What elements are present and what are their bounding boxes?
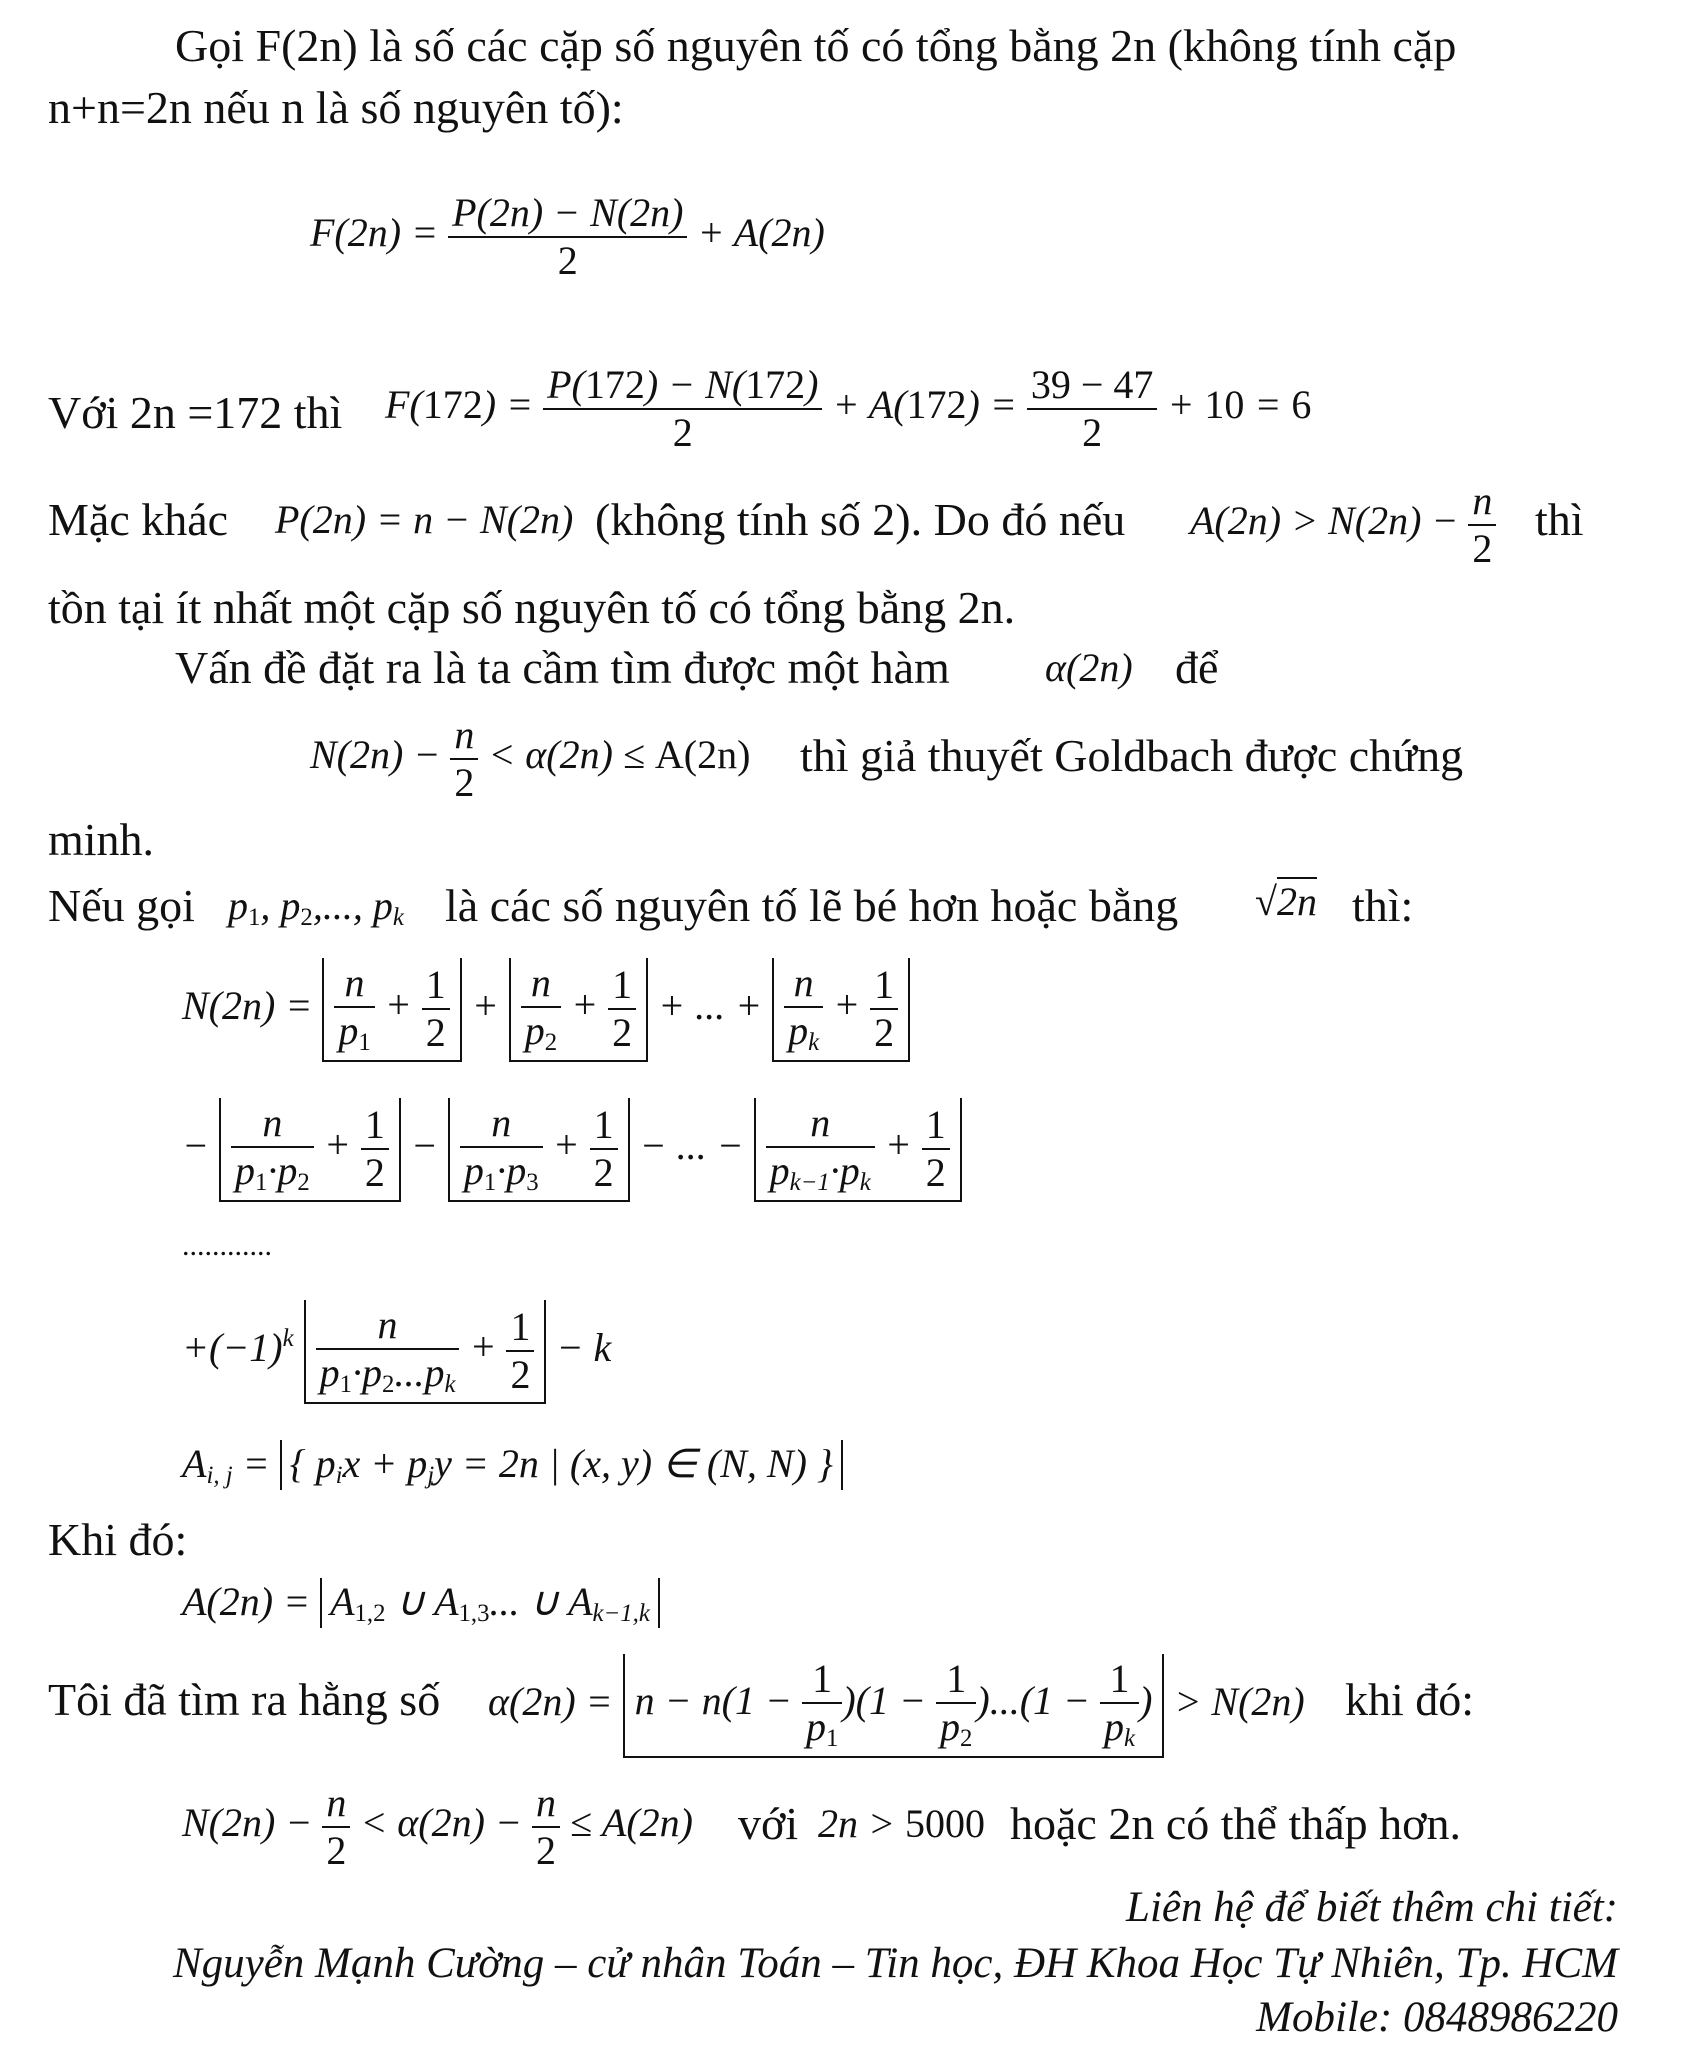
value-10: 10 — [1204, 382, 1245, 428]
formula-n2n-line3: $+(-1)^k$ $\frac{n}{p_1\cdot p_2...p_k}$ + $\frac{1}{2}$ − k — [182, 1300, 611, 1404]
p8-suffix: hoặc 2n có thể thấp hơn. — [1010, 1798, 1461, 1849]
example-prefix: Với 2n =172 thì — [48, 387, 343, 438]
p7-suffix: khi đó: — [1345, 1674, 1475, 1725]
p3-suffix: thì — [1535, 494, 1584, 545]
intro-line-1: Gọi F(2n) là số các cặp số nguyên tố có tổng bằng 2n (không tính cặp — [175, 20, 1457, 71]
formula-a2n: $A(2n) = A_{1,2}$ ∪ $A_{1,3}$... ∪ $A_{k-1,k}$ — [182, 1578, 660, 1628]
formula-sqrt: √2n — [1255, 879, 1317, 924]
p3-line-2: tồn tại ít nhất một cặp số nguyên tố có tổng bằng 2n. — [48, 582, 1016, 633]
p7-prefix: Tôi đã tìm ra hằng số — [48, 1674, 441, 1725]
signature-line-1: Liên hệ để biết thêm chi tiết: — [1126, 1884, 1618, 1931]
formula-aij: $A_{i, j}$ = { $p_ix + p_jy = 2n$ | (x, y) ∈ (N, N) } — [182, 1440, 843, 1490]
n172-a: 172 — [422, 382, 483, 428]
formula-inequality: N(2n) − $\frac{n}{2}$ < α(2n) ≤ A(2n) — [310, 712, 751, 805]
p4-line-1-suffix: để — [1175, 642, 1219, 693]
signature-line-3: Mobile: 0848986220 — [1256, 1994, 1618, 2041]
p4-line-1: Vấn đề đặt ra là ta cầm tìm được một hàm — [175, 642, 950, 693]
formula-final: N(2n) − $\frac{n}{2}$ < α(2n) − $\frac{n}{2}$ ≤ A(2n) — [182, 1780, 693, 1873]
formula-condition: A(2n) > N(2n) − $\frac{n}{2}$ — [1190, 478, 1496, 572]
value-39: 39 — [1030, 362, 1071, 407]
value-6: 6 — [1291, 382, 1312, 428]
p4-line-2-suffix: thì giả thuyết Goldbach được chứng — [800, 730, 1464, 781]
intro-line-2: n+n=2n nếu n là số nguyên tố): — [48, 82, 624, 133]
formula-primes: $p_1$, $p_2$,..., $p_k$ — [228, 883, 404, 932]
p6: Khi đó: — [48, 1514, 188, 1565]
p8-mid: với — [738, 1798, 799, 1849]
formula-p2n: P(2n) = n − N(2n) — [275, 497, 574, 542]
formula-n2n-line2: − $\frac{n}{p_1\cdot p_2}$ + $\frac{1}{2}$ − $\frac{n}{p_1\cdot p_3}$ + $\frac{1}{2}$ − ... − $\frac{n}{p_{k-1}\cdot p_k}$ + $\frac{1}{2}$ — [182, 1098, 962, 1202]
p3-mid: (không tính số 2). Do đó nếu — [595, 494, 1126, 545]
formula-bound: 2n > 5000 — [818, 1801, 985, 1846]
formula-f2n: F(2n) = $\frac{P(2n) - N(2n)}{2}$ + A(2n) — [310, 190, 825, 283]
p5-suffix: thì: — [1352, 880, 1414, 931]
signature-line-2: Nguyễn Mạnh Cường – cử nhân Toán – Tin học, ĐH Khoa Học Tự Nhiên, Tp. HCM — [172, 1940, 1618, 1987]
p3-prefix: Mặc khác — [48, 494, 229, 545]
value-5000: 5000 — [905, 1801, 985, 1846]
p5-prefix: Nếu gọi — [48, 880, 195, 931]
formula-n2n-line1: N(2n) = $\frac{n}{p_1}$ + $\frac{1}{2}$ + $\frac{n}{p_2}$ + $\frac{1}{2}$ + ... + $\frac{n}{p_k}$ + $\frac{1}{2}$ — [182, 958, 910, 1062]
p4-line-3: minh. — [48, 814, 155, 865]
p5-mid: là các số nguyên tố lẽ bé hơn hoặc bằng — [445, 880, 1179, 931]
dots: ............ — [182, 1229, 272, 1262]
formula-f172: F(172) = $\frac{P(172) - N(172)}{2}$ + A(172) = $\frac{39 - 47}{2}$ + 10 = 6 — [385, 362, 1312, 455]
formula-alpha-def: α(2n) = n − n(1 − $\frac{1}{p_1}$ )(1 − $\frac{1}{p_2}$ )...(1 − $\frac{1}{p_k}$ ) > N(2n) — [488, 1654, 1305, 1758]
formula-alpha: α(2n) — [1045, 645, 1133, 690]
value-47: 47 — [1113, 362, 1154, 407]
